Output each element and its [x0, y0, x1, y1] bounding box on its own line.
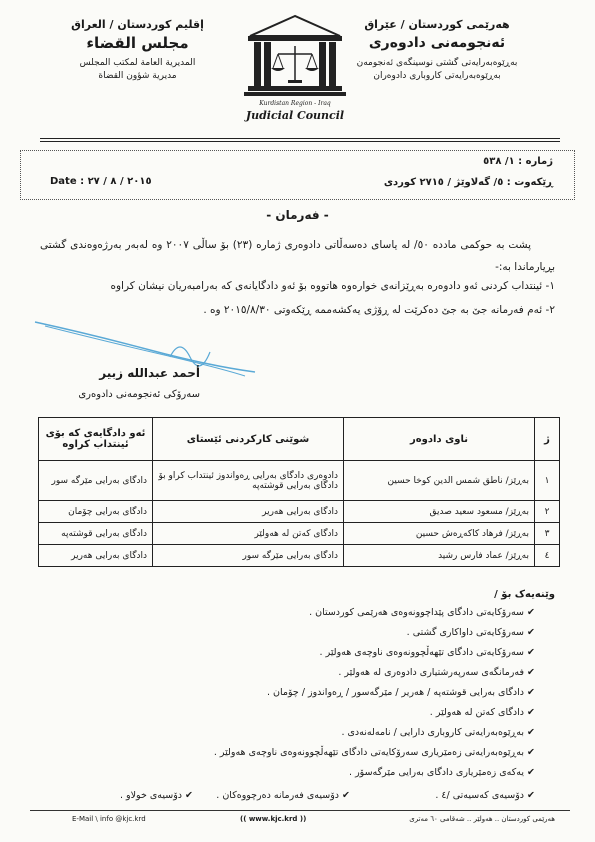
cell-name: بەڕێز/ ناطق شمس الدين كوخا حسين [344, 461, 535, 501]
document-number: ژمارە : ١/ ٥٣٨ [483, 156, 553, 167]
cell-target: دادگای بەرایی قوشتەپە [39, 523, 153, 545]
logo-council-en: Judicial Council [245, 109, 345, 122]
cell-target: دادگای بەرایی مێرگە سور [39, 461, 153, 501]
region-name-ku: هەرێمی کوردستان / عێراق [364, 18, 510, 31]
footer-email: E-Mail \ info @kjc.krd [72, 815, 146, 823]
signatory-name: أحمد عبدالله زبير [99, 366, 200, 380]
cc-item-text: یەکەی زەمێریاری دادگای بەرایی مێرگەسۆر . [349, 767, 525, 778]
cc-item: ✔ یەکەی زەمێریاری دادگای بەرایی مێرگەسۆر . [349, 767, 535, 778]
order-item-1: ١- ئینتداب کردنی ئەو دادوەرە بەڕێزانەی خوارەوە هاتووە بۆ ئەو دادگایانەی کە بەرامبەریان نیشان کراوە [110, 280, 555, 292]
order-paragraph: پشت بە حوکمی مادده ٥٠/ لە یاسای دەسەڵاتی دادوەری ژمارە (٢٣) بۆ ساڵی ٢٠٠٧ وە لەبەر بەرژەوەندی گشتی بڕیارماندا بە:- [40, 239, 555, 273]
table-row [39, 523, 560, 545]
cc-bottom-text: دۆسیەی فەرمانە دەرچووەکان . [216, 790, 340, 801]
council-name-ku: ئەنجومەنی دادوەری [368, 35, 506, 51]
cell-no: ٤ [535, 545, 560, 567]
header-divider-second [40, 141, 560, 142]
cc-item: ✔ سەرۆکایەتی دادگای پێداچوونەوەی هەرێمی کوردستان . [309, 607, 535, 618]
cc-title: وێنەیەک بۆ / [494, 589, 555, 600]
header-left [50, 18, 225, 81]
cc-item-text: سەرۆکایەتی دادگای تێهەڵچوونەوەی ناوچەی هەولێر . [319, 647, 525, 658]
cell-no: ٣ [535, 523, 560, 545]
table-row [39, 461, 560, 501]
council-name-ar: مجلس القضاء [86, 34, 189, 52]
date-kurdish: ڕێکەوت : ٥/ گەلاوێژ / ٢٧١٥ کوردی [383, 177, 553, 188]
cell-name: بەڕێز/ عماد فارس رشيد [344, 545, 535, 567]
directorate-general-ar: المديرية العامة لمكتب المجلس [79, 58, 196, 68]
signatory-role: سەرۆکی ئەنجومەنی دادوەری [78, 389, 200, 400]
cell-no: ٢ [535, 501, 560, 523]
header-divider [40, 138, 560, 139]
region-name-ar: إقليم كوردستان / العراق [71, 18, 204, 31]
directorate-ar: مديرية شؤون القضاة [98, 71, 177, 81]
cc-item: ✔ فەرمانگەی سەرپەرشتیاری دادوەری لە هەولێر . [338, 667, 535, 678]
directorate-general-ku: بەڕێوەبەرایەتی گشتی نوسینگەی ئەنجومەن [356, 58, 518, 68]
date-gregorian: Date : ٢٠١٥ / ٨ / ٢٧ [50, 176, 152, 187]
cell-current: دادگای بەرایی مێرگە سور [153, 545, 344, 567]
council-logo [240, 12, 350, 122]
table-row [39, 545, 560, 567]
col-name: ناوی دادوەر [344, 418, 535, 461]
footer-divider [30, 810, 570, 811]
header-right [337, 18, 537, 81]
cc-item-text: دادگای کەتن لە هەولێر . [429, 707, 525, 718]
courthouse-scales-icon [240, 12, 350, 98]
cc-item: ✔ بەڕێوەبەرایەتی کاروباری دارایی / نامەلەنەدی . [341, 727, 535, 738]
cc-bottom-text: دۆسیەی کەسیەتی /٤ . [435, 790, 525, 801]
cell-current: دادگای بەرایی هەریر [153, 501, 344, 523]
cc-item-text: دادگای بەرایی قوشتەپە / هەریر / مێرگەسور / ڕەواندوز / چۆمان . [266, 687, 525, 698]
cc-item-text: بەڕێوەبەرایەتی کاروباری دارایی / نامەلەنەدی . [341, 727, 525, 738]
cell-current: دادگای کەتن لە هەولێر [153, 523, 344, 545]
judges-table [38, 417, 560, 567]
col-no: ژ [535, 418, 560, 461]
cc-bottom-item: ✔ دۆسیەی کەسیەتی /٤ . [435, 790, 535, 801]
table-header-row [39, 418, 560, 461]
cell-name: بەڕێز/ مسعود سعيد صديق [344, 501, 535, 523]
cc-bottom-item: ✔ دۆسیەی خولاو . [120, 790, 194, 801]
cell-target: دادگای بەرایی هەریر [39, 545, 153, 567]
cell-current: دادوەری دادگای بەرایی ڕەواندوز ئینتداب کراو بۆ دادگای بەرایی قوشتەپە [153, 461, 344, 501]
col-current: شوێنی کارکردنی ئێستای [153, 418, 344, 461]
cc-item-text: بەڕێوەبەرایەتی زەمێریاری سەرۆکایەتی دادگای تێهەڵچوونەوەی ناوچەی هەولێر . [213, 747, 525, 758]
cell-name: بەڕێز/ فرهاد کاکەڕەش حسين [344, 523, 535, 545]
cell-no: ١ [535, 461, 560, 501]
cc-item: ✔ سەرۆکایەتی داواکاری گشتی . [406, 627, 535, 638]
cc-item: ✔ سەرۆکایەتی دادگای تێهەڵچوونەوەی ناوچەی هەولێر . [319, 647, 535, 658]
cc-bottom-item: ✔ دۆسیەی فەرمانە دەرچووەکان . [216, 790, 350, 801]
cc-item: ✔ بەڕێوەبەرایەتی زەمێریاری سەرۆکایەتی دادگای تێهەڵچوونەوەی ناوچەی هەولێر . [213, 747, 535, 758]
cc-item-text: سەرۆکایەتی دادگای پێداچوونەوەی هەرێمی کوردستان . [309, 607, 525, 618]
cell-target: دادگای بەرایی چۆمان [39, 501, 153, 523]
footer-address: هەرێمی کوردستان .. هەولێر .. شەقامی ٦٠ مەتری [409, 815, 555, 823]
cc-item: ✔ دادگای بەرایی قوشتەپە / هەریر / مێرگەسور / ڕەواندوز / چۆمان . [266, 687, 535, 698]
cc-item: ✔ دادگای کەتن لە هەولێر . [429, 707, 535, 718]
directorate-ku: بەڕێوەبەرایەتی کاروباری دادوەران [373, 71, 501, 81]
footer-website: (( www.kjc.krd )) [240, 815, 307, 823]
cc-item-text: سەرۆکایەتی داواکاری گشتی . [406, 627, 525, 638]
col-target: ئەو دادگایەی کە بۆی ئینتداب کراوە [39, 418, 153, 461]
order-title: - فەرمان - [266, 208, 329, 222]
cc-item-text: فەرمانگەی سەرپەرشتیاری دادوەری لە هەولێر . [338, 667, 525, 678]
order-item-2: ٢- ئەم فەرمانە جێ بە جێ دەکرێت لە ڕۆژی یەکشەممە ڕێکەوتی ٢٠١٥/٨/٣٠ وە . [203, 304, 555, 316]
logo-region-en: Kurdistan Region - Iraq [259, 100, 331, 107]
table-row [39, 501, 560, 523]
cc-bottom-text: دۆسیەی خولاو . [120, 790, 183, 801]
